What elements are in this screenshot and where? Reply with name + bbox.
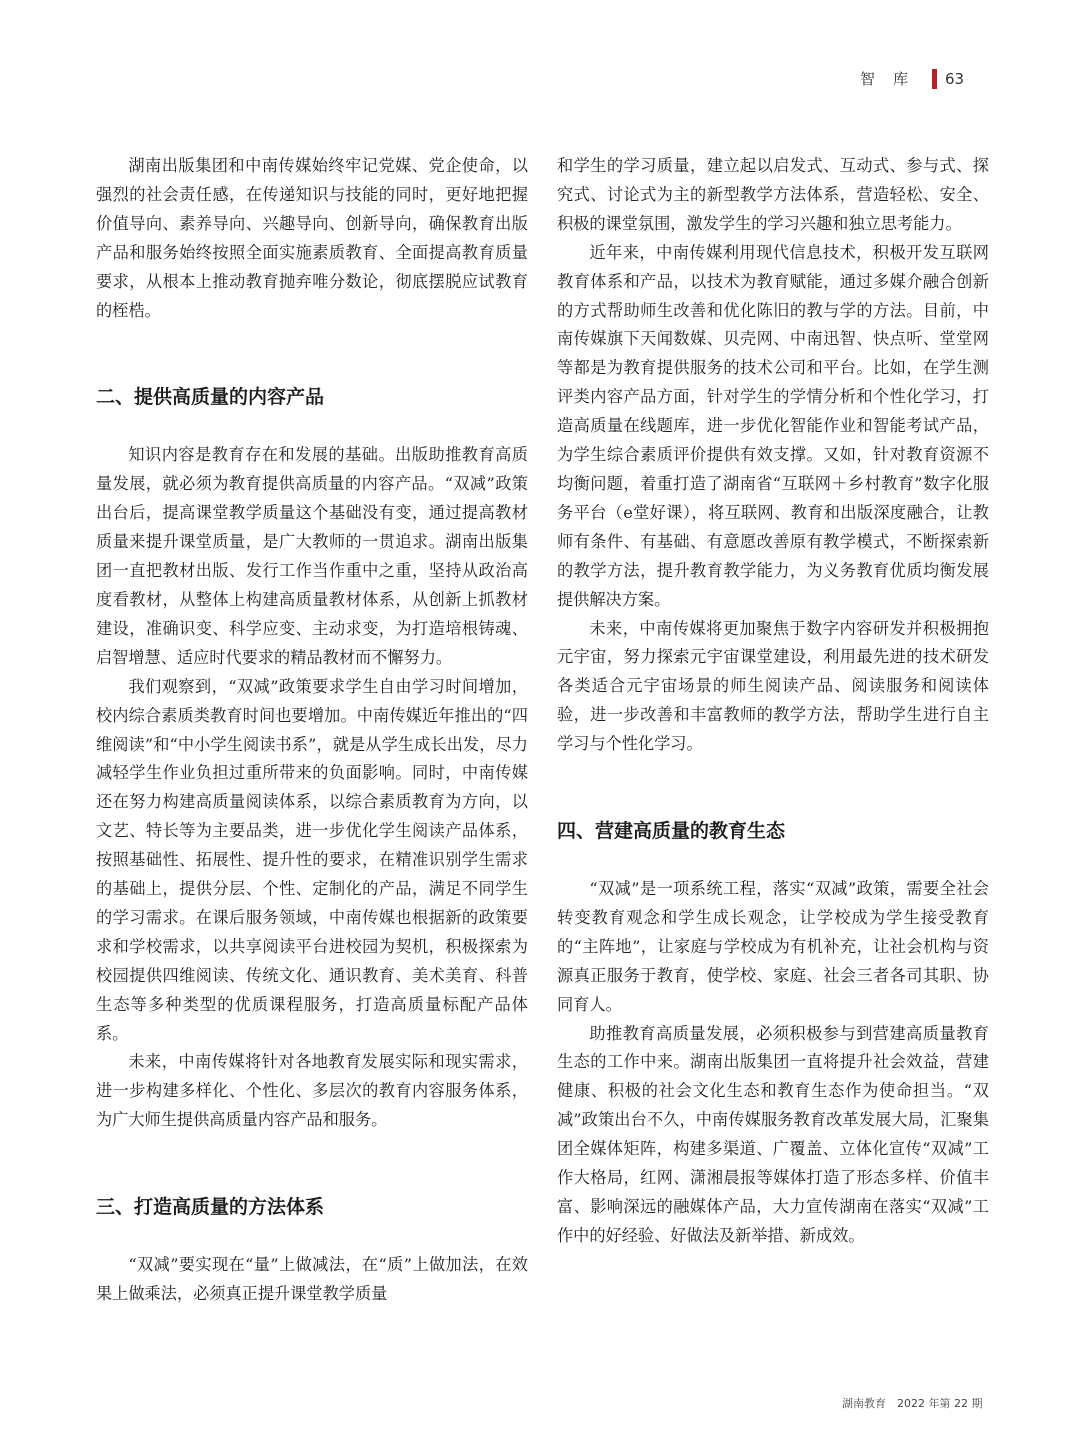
- paragraph: 湖南出版集团和中南传媒始终牢记党媒、党企使命，以强烈的社会责任感，在传递知识与技能的同时，更好地把握价值导向、素养导向、兴趣导向、创新导向，确保教育出版产品和服务始终按照全面实施素质教育、全面提高教育质量要求，从根本上推动教育抛弃唯分数论，彻底摆脱应试教育的桎梏。: [96, 156, 528, 320]
- page-header: [860, 68, 964, 89]
- page-number: 63: [945, 69, 965, 88]
- paragraph: 知识内容是教育存在和发展的基础。出版助推教育高质量发展，就必须为教育提供高质量的内容产品。“双减”政策出台后，提高课堂教学质量这个基础没有变，通过提高教材质量来提升课堂质量，是广大教师的一贯追求。湖南出版集团一直把教材出版、发行工作当作重中之重，坚持从政治高度看教材，从整体上构建高质量教材体系，从创新上抓教材建设，准确识变、科学应变、主动求变，为打造培根铸魂、启智增慧、适应时代要求的精品教材而不懈努力。: [96, 445, 528, 667]
- paragraph: 近年来，中南传媒利用现代信息技术，积极开发互联网教育体系和产品，以技术为教育赋能，通过多媒介融合创新的方式帮助师生改善和优化陈旧的教与学的方法。目前，中南传媒旗下天闻数媒、贝壳网、中南迅智、快点听、堂堂网等都是为教育提供服务的技术公司和平台。比如，在学生测评类内容产品方面，针对学生的学情分析和个性化学习，打造高质量在线题库，进一步优化智能作业和智能考试产品，为学生综合素质评价提供有效支撑。又如，针对教育资源不均衡问题，着重打造了湖南省“互联网＋乡村教育”数字化服务平台（e堂好课），将互联网、教育和出版深度融合，让教师有条件、有基础、有意愿改善原有教学模式，不断探索新的教学方法，提升教育教学能力，为义务教育优质均衡发展提供解决方案。: [557, 242, 989, 609]
- paragraph: 未来，中南传媒将针对各地教育发展实际和现实需求，进一步构建多样化、个性化、多层次的教育内容服务体系，为广大师生提供高质量内容产品和服务。: [96, 1052, 528, 1130]
- header-accent-bar: [932, 69, 937, 89]
- right-column: [557, 152, 989, 1251]
- paragraph: 我们观察到，“双减”政策要求学生自由学习时间增加，校内综合素质类教育时间也要增加。中南传媒近年推出的“四维阅读”和“中小学生阅读书系”，就是从学生成长出发，尽力减轻学生作业负担过重所带来的负面影响。同时，中南传媒还在努力构建高质量阅读体系，以综合素质教育为方向，以文艺、特长等为主要品类，进一步优化学生阅读产品体系，按照基础性、拓展性、提升性的要求，在精准识别学生需求的基础上，提供分层、个性、定制化的产品，满足不同学生的学习需求。在课后服务领域，中南传媒也根据新的政策要求和学校需求，以共享阅读平台进校园为契机，积极探索为校园提供四维阅读、传统文化、通识教育、美术美育、科普生态等多种类型的优质课程服务，打造高质量标配产品体系。: [96, 676, 528, 1043]
- paragraph: 助推教育高质量发展，必须积极参与到营建高质量教育生态的工作中来。湖南出版集团一直将提升社会效益，营建健康、积极的社会文化生态和教育生态作为使命担当。“双减”政策出台不久，中南传媒服务教育改革发展大局，汇聚集团全媒体矩阵，构建多渠道、广覆盖、立体化宣传“双减”工作大格局，红网、潇湘晨报等媒体打造了形态多样、价值丰富、影响深远的融媒体产品，大力宣传湖南在落实“双减”工作中的好经验、好做法及新举措、新成效。: [557, 1023, 989, 1245]
- paragraph: 未来，中南传媒将更加聚焦于数字内容研发并积极拥抱元宇宙，努力探索元宇宙课堂建设，利用最先进的技术研发各类适合元宇宙场景的师生阅读产品、阅读服务和阅读体验，进一步改善和丰富教师的教学方法，帮助学生进行自主学习与个性化学习。: [557, 618, 989, 754]
- section-title: 智库: [860, 70, 927, 88]
- left-column: [96, 152, 528, 1309]
- paragraph: 和学生的学习质量，建立起以启发式、互动式、参与式、探究式、讨论式为主的新型教学方法体系，营造轻松、安全、积极的课堂氛围，激发学生的学习兴趣和独立思考能力。: [557, 156, 989, 233]
- section-heading-4: 四、营建高质量的教育生态: [557, 820, 786, 843]
- section-heading-3: 三、打造高质量的方法体系: [96, 1196, 325, 1219]
- section-heading-2: 二、提供高质量的内容产品: [96, 386, 325, 409]
- paragraph: “双减”是一项系统工程，落实“双减”政策，需要全社会转变教育观念和学生成长观念，让学校成为学生接受教育的“主阵地”，让家庭与学校成为有机补充，让社会机构与资源真正服务于教育，使学校、家庭、社会三者各司其职、协同育人。: [557, 879, 989, 1014]
- page-footer: 湖南教育 2022 年第 22 期: [842, 1397, 983, 1410]
- paragraph: “双减”要实现在“量”上做减法，在“质”上做加法，在效果上做乘法，必须真正提升课堂教学质量: [96, 1255, 528, 1304]
